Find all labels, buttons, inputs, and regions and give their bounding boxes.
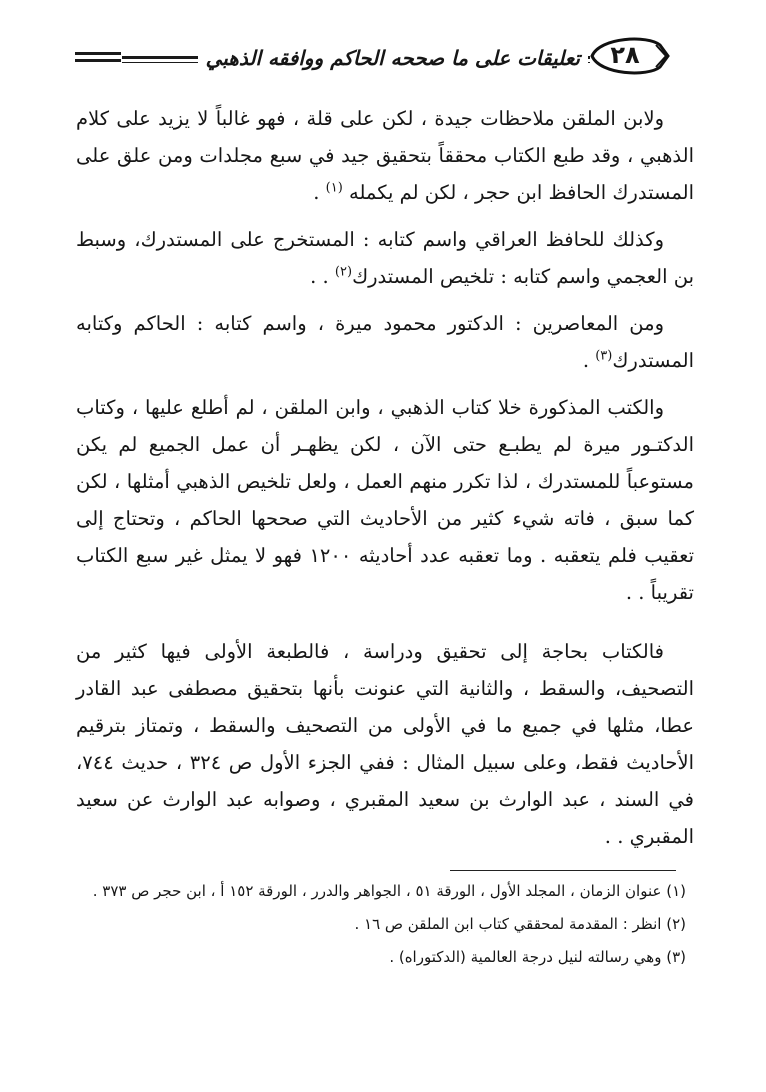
paragraph-4 <box>76 389 694 611</box>
main-text <box>76 100 694 865</box>
page-number: ٢٨ <box>610 41 640 69</box>
paragraph-4-text: والكتب المذكورة خلا كتاب الذهبي ، وابن الملقن ، لم أطلع عليها ، وكتاب الدكتـور ميرة لم يطبـع حتى الآن ، لكن يظهـر أن عمل الجميع لم يكن مستوعباً للمستدرك ، لذا تكرر منهم العمل ، ولعل تلخيص الذهبي أمثلها ، لكن كما سبق ، فاته شيء كثير من الأحاديث التي صححها الحاكم ، وتحتاج إلى تعقيب فلم يتعقبه . وما تعقبه عدد أحاديثه ١٢٠٠ فهو لا يمثل غير سبع الكتاب تقريباً . . <box>76 396 694 604</box>
footnote-separator <box>450 870 676 871</box>
paragraph-5 <box>76 633 694 855</box>
paragraph-3-end: . <box>582 349 596 372</box>
footnote-2: (٢) انظر : المقدمة لمحققي كتاب ابن الملقن ص ١٦ . <box>354 915 686 933</box>
paragraph-3 <box>76 305 694 379</box>
paragraph-1-text: ولابن الملقن ملاحظات جيدة ، لكن على قلة ، فهو غالباً لا يزيد على كلام الذهبي ، وقد طبع الكتاب محققاً بتحقيق جيد في سبع مجلدات ومن علق على المستدرك الحافظ ابن حجر ، لكن لم يكمله <box>76 107 694 204</box>
paragraph-2-end: . . <box>310 265 335 288</box>
paragraph-5-text: فالكتاب بحاجة إلى تحقيق ودراسة ، فالطبعة الأولى فيها كثير من التصحيف، والسقط ، والثانية التي عنونت بأنها بتحقيق مصطفى عبد القادر عطا، مثلها في جميع ما في الأولى من التصحيف والسقط ، وتمتاز بترقيم الأحاديث فقط، وعلى سبيل المثال : ففي الجزء الأول ص ٣٢٤ ، حديث ٧٤٤، في السند ، عبد الوارث بن سعيد المقبري ، وصوابه عبد الوارث عن سعيد المقبري . . <box>76 640 694 848</box>
running-title: تعليقات على ما صححه الحاكم ووافقه الذهبي <box>198 38 588 78</box>
footnote-1: (١) عنوان الزمان ، المجلد الأول ، الورقة ٥١ ، الجواهر والدرر ، الورقة ١٥٢ أ ، ابن حجر ص ٣٧٣ . <box>92 882 686 900</box>
header-end-mark <box>75 52 121 64</box>
footnote-ref-3[interactable]: (٣) <box>595 348 613 364</box>
footnote-ref-2[interactable]: (٢) <box>334 264 353 280</box>
paragraph-1-end: . <box>313 181 326 204</box>
footnote-3: (٣) وهي رسالته لنيل درجة العالمية (الدكتوراه) . <box>389 948 686 966</box>
footnotes <box>90 878 686 977</box>
paragraph-2-text: وكذلك للحافظ العراقي واسم كتابه : المستخرج على المستدرك، وسبط بن العجمي واسم كتابه : تلخيص المستدرك <box>76 228 694 288</box>
footnote-ref-1[interactable]: (١) <box>325 180 343 196</box>
paragraph-3-text: ومن المعاصرين : الدكتور محمود ميرة ، واسم كتابه : الحاكم وكتابه المستدرك <box>76 312 694 372</box>
paragraph-2 <box>76 221 694 295</box>
paragraph-1 <box>76 100 694 211</box>
